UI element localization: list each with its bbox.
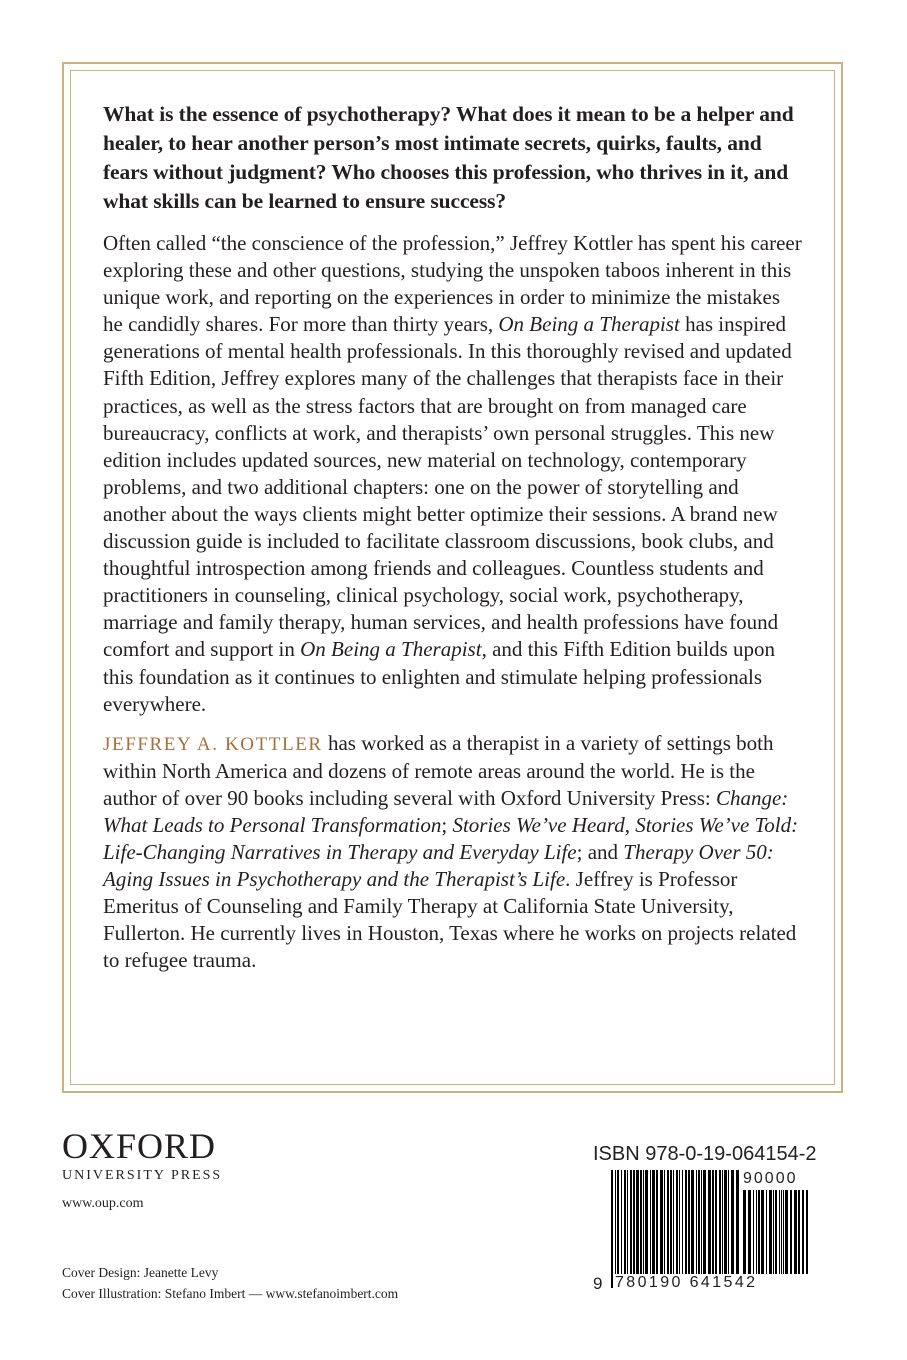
intro-questions: What is the essence of psychotherapy? What does it mean to be a helper and healer, to hear another person’s most intimate secrets, quirks, faults, and fears without judgment? Who chooses this profession, who thrives in it, and what skills can be learned to ensure success? (103, 102, 794, 213)
barcode-bar (728, 1170, 729, 1274)
barcode-bar (685, 1170, 687, 1274)
barcode-bar (627, 1170, 628, 1274)
barcode-bar (673, 1170, 674, 1288)
related-book-title: Stories We’ve Heard, Stories We’ve Told: Life-Changing Narratives in Therapy and Everyday Life (103, 812, 799, 865)
barcode-addon-digits: 90000 (743, 1170, 798, 1187)
barcode-digits: 780190 641542 (615, 1274, 758, 1291)
barcode-bar (643, 1170, 644, 1274)
barcode-bar (698, 1170, 700, 1274)
barcode-bar (719, 1170, 721, 1274)
bio-part-2: . Jeffrey is Professor Emeritus of Counseling and Family Therapy at California State University, Fullerton. He currently lives in Houston, Texas where he works on projects related to refugee trauma. (103, 867, 797, 973)
barcode-bar (691, 1170, 694, 1274)
barcode-bar (645, 1170, 648, 1274)
ean-barcode-bars (611, 1170, 741, 1288)
barcode-bar (682, 1170, 683, 1274)
barcode-bar (656, 1170, 658, 1274)
barcode-bar (769, 1190, 772, 1274)
barcode-bar (785, 1190, 788, 1274)
barcode-bar (722, 1170, 723, 1274)
barcode-bar (688, 1170, 690, 1274)
barcode-bar (781, 1190, 782, 1274)
barcode-bar (766, 1190, 767, 1274)
barcode-bar (731, 1170, 734, 1274)
description-part-3: , and this Fifth Edition builds upon this foundation as it continues to enlighten and stimulate helping professionals everywhere. (103, 637, 775, 716)
barcode-bar (790, 1190, 792, 1274)
barcode-bar (724, 1170, 727, 1274)
separator: ; and (576, 840, 619, 865)
barcode-bar (633, 1170, 635, 1274)
barcode-bar (611, 1170, 613, 1288)
barcode-bar (660, 1170, 663, 1274)
barcode-bar (753, 1190, 754, 1274)
bio-part-1: has worked as a therapist in a variety of settings both within North America and dozens of remote areas around the world. He is the author of over 90 books including several with Oxford University Press: (103, 730, 774, 810)
barcode-bar (802, 1190, 804, 1274)
barcode-bar (652, 1170, 655, 1274)
publisher-website: www.oup.com (62, 1196, 144, 1211)
cover-design-credit: Cover Design: Jeanette Levy (62, 1265, 219, 1280)
barcode-first-digit: 9 (593, 1274, 603, 1293)
barcode-bar (696, 1170, 697, 1274)
barcode-bar (798, 1190, 800, 1274)
back-cover-text (103, 100, 803, 987)
barcode-bar (708, 1170, 711, 1274)
barcode-bar (743, 1190, 746, 1274)
related-book-title: Change: What Leads to Personal Transformation (103, 785, 789, 837)
separator: ; (441, 812, 448, 837)
barcode-bar (775, 1190, 777, 1274)
barcode-bar (624, 1170, 626, 1274)
book-description (103, 230, 803, 718)
barcode-bar (621, 1170, 622, 1274)
barcode-bar (703, 1170, 706, 1274)
book-title: On Being a Therapist (300, 637, 482, 662)
barcode-bar (664, 1170, 665, 1274)
book-title: On Being a Therapist (498, 312, 680, 337)
barcode-bar (630, 1170, 632, 1274)
barcode-bar (756, 1190, 757, 1274)
barcode-bar (783, 1190, 784, 1274)
barcode-bar (679, 1170, 680, 1274)
barcode-bar (636, 1170, 639, 1274)
isbn-label: ISBN 978-0-19-064154-2 (593, 1143, 817, 1165)
barcode-bar (667, 1170, 669, 1274)
barcode-bar (617, 1170, 619, 1274)
barcode-bar (712, 1170, 714, 1274)
barcode-bar (615, 1170, 616, 1274)
description-part-1: Often called “the conscience of the profession,” Jeffrey Kottler has spent his career exploring these and other questions, studying the unspoken taboos inherent in this unique work, and reporting on the experiences in order to minimize the mistakes he candidly shares. For more than thirty years, (103, 231, 802, 337)
cover-illustration-credit: Cover Illustration: Stefano Imbert — www.stefanoimbert.com (62, 1286, 399, 1301)
barcode-bar (761, 1190, 764, 1274)
barcode-bar (670, 1170, 672, 1274)
barcode-bar (806, 1190, 808, 1274)
barcode-bar (779, 1190, 780, 1274)
cover-credits (62, 1262, 398, 1304)
barcode-bar (715, 1170, 717, 1274)
barcode-bar (640, 1170, 642, 1274)
barcode-bar (650, 1170, 651, 1274)
description-part-2: has inspired generations of mental health professionals. In this thoroughly revised and updated Fifth Edition, Jeffrey explores many of the challenges that therapists face in their practices, as well as the stress factors that are brought on from managed care bureaucracy, conflicts at work, and therapists’ own personal struggles. This new edition includes updated sources, new material on technology, contemporary problems, and two additional chapters: one on the power of storytelling and another about the ways clients might better optimize their sessions. A brand new discussion guide is included to facilitate classroom discussions, book clubs, and thoughtful introspection among friends and colleagues. Countless students and practitioners in counseling, clinical psychology, social work, psychotherapy, marriage and family therapy, human services, and health professions have found comfort and support in (103, 312, 792, 662)
barcode-bar (701, 1170, 702, 1274)
barcode-bar (748, 1190, 751, 1274)
author-bio (103, 730, 803, 975)
barcode-bar (736, 1170, 739, 1288)
barcode-bar (773, 1190, 774, 1274)
barcode-bar (794, 1190, 797, 1274)
barcode-bar (758, 1190, 760, 1274)
oxford-wordmark: OXFORD (62, 1126, 217, 1166)
barcode (593, 1170, 815, 1300)
publisher-logo (62, 1128, 222, 1184)
university-press-label: UNIVERSITY PRESS (62, 1168, 223, 1183)
author-name: JEFFREY A. KOTTLER (103, 733, 323, 755)
barcode-bar (676, 1170, 678, 1288)
related-book-title: Therapy Over 50: Aging Issues in Psychotherapy and the Therapist’s Life (103, 840, 774, 892)
